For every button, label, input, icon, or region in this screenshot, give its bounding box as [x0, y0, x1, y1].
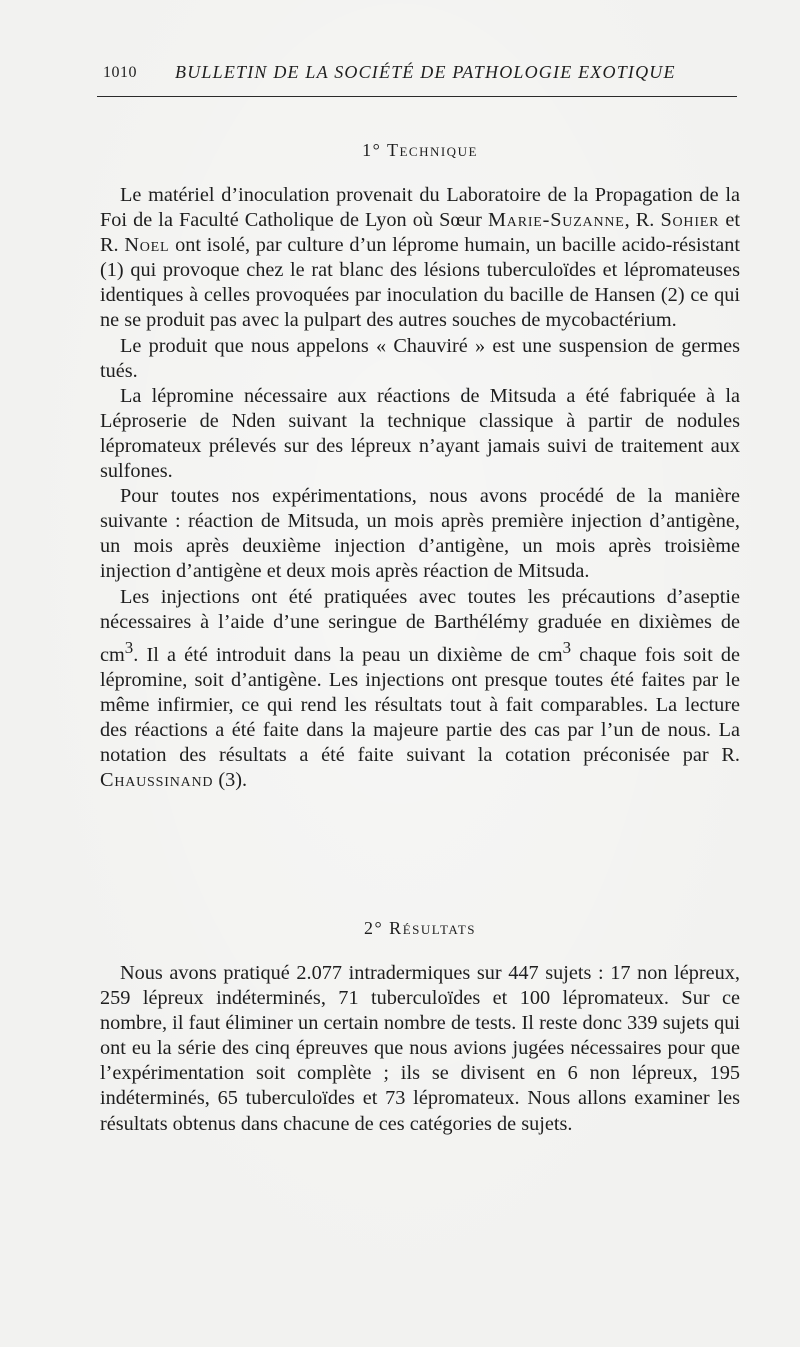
- author-name: Noel: [124, 234, 170, 257]
- page-number: 1010: [103, 64, 137, 81]
- resultats-body: [100, 961, 740, 1137]
- page-header: [97, 62, 737, 97]
- paragraph-injections: Les injections ont été pratiquées avec toutes les précautions d’aseptie nécessaires à l’aide d’une seringue de Barthélémy graduée en dixièmes de $cm^3$. Il a été introduit dans la peau un dixième de $cm^3$ chaque fois soit de lépromine, soit d’antigène. Les injections ont presque toutes été faites par le même infirmier, ce qui rend les résultats tout à fait comparables. La lecture des réactions a été faite dans la majeure partie des cas par l’un de nous. La notation des résultats a été faite suivant la cotation préconisée par R. Chaussinand (3).: [100, 585, 741, 791]
- paragraph-inoculation-material: Le matériel d’inoculation provenait du Laboratoire de la Propagation de la Foi de la Faculté Catholique de Lyon où Sœur Marie-Suzanne, R. Sohier et R. Noel ont isolé, par culture d’un léprome humain, un bacille acido-résistant (1) qui provoque chez le rat blanc des lésions tuberculoïdes et lépromateuses identiques à celles provoquées par inoculation du bacille de Hansen (2) ce qui ne se produit pas avec la pulpart des autres souches de mycobactérium.: [100, 184, 741, 332]
- author-name: Chaussinand: [100, 768, 214, 791]
- section-heading-technique: 1° Technique: [362, 140, 478, 160]
- paragraph-procedure: Pour toutes nos expérimentations, nous avons procédé de la manière suivante : réaction de Mitsuda, un mois après première injection d’antigène, un mois après deuxième injection d’antigène, un mois après troisième injection d’antigène et deux mois après réaction de Mitsuda.: [100, 485, 740, 583]
- paragraph-lepromine: La lépromine nécessaire aux réactions de Mitsuda a été fabriquée à la Léproserie de Nden suivant la technique classique à partir de nodules lépromateux prélevés sur des lépreux n’ayant jamais suivi de traitement aux sulfones.: [100, 384, 740, 483]
- running-title: BULLETIN DE LA SOCIÉTÉ DE PATHOLOGIE EXOTIQUE: [175, 62, 676, 82]
- author-name: Sohier: [660, 209, 720, 232]
- section-heading-resultats: 2° Résultats: [363, 918, 477, 938]
- technique-body: [100, 183, 740, 793]
- author-name: Marie-Suzanne: [487, 209, 625, 232]
- paragraph-chauvire-product: Le produit que nous appelons « Chauviré » est une suspension de germes tués.: [100, 334, 740, 382]
- paragraph-results-summary: Nous avons pratiqué 2.077 intradermiques sur 447 sujets : 17 non lépreux, 259 lépreux indéterminés, 71 tuberculoïdes et 100 lépromateux. Sur ce nombre, il faut éliminer un certain nombre de tests. Il reste donc 339 sujets qui ont eu la série des cinq épreuves que nous avions jugées nécessaires pour que l’expérimentation soit complète ; ils se divisent en 6 non lépreux, 195 indéterminés, 65 tuberculoïdes et 73 lépromateux. Nous allons examiner les résultats obtenus dans chacune de ces catégories de sujets.: [100, 962, 740, 1135]
